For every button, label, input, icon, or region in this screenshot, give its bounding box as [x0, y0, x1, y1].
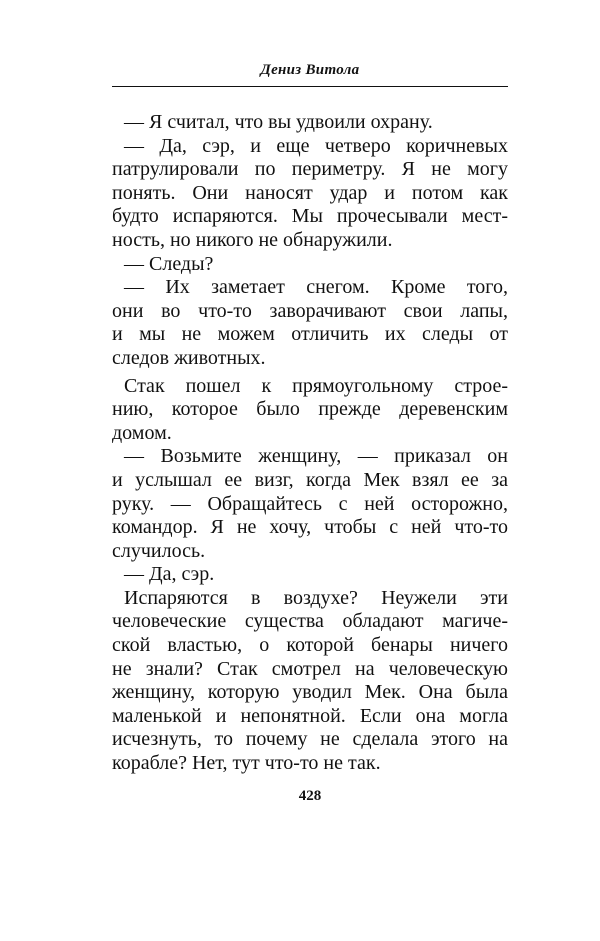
text-line: — Их заметает снегом. Кроме того,	[124, 276, 508, 299]
body-text	[112, 111, 508, 776]
header-rule	[112, 86, 508, 87]
text-line: женщину, которую уводил Мек. Она была	[112, 681, 508, 704]
text-line: — Возьмите женщину, — приказал он	[124, 445, 508, 468]
page-number: 428	[298, 788, 322, 804]
text-line: нию, которое было прежде деревенским	[112, 398, 508, 421]
text-line: — Я считал, что вы удвоили охрану.	[124, 111, 433, 133]
text-line: руку. — Обращайтесь с ней осторожно,	[112, 492, 508, 515]
paragraph-8	[112, 587, 508, 776]
paragraph-4	[112, 276, 508, 370]
paragraph-6	[112, 445, 508, 563]
paragraph-2	[112, 135, 508, 253]
text-line: Стак пошел к прямоугольному строе-	[124, 374, 508, 397]
text-line: будто испаряются. Мы прочесывали мест-	[112, 205, 508, 228]
text-line: и услышал ее визг, когда Мек взял ее за	[112, 468, 508, 491]
text-line: корабле? Нет, тут что-то не так.	[112, 752, 381, 775]
text-line: человеческие существа обладают магиче-	[112, 610, 508, 633]
text-line: ской властью, о которой бенары ничего	[112, 634, 508, 657]
text-line: — Следы?	[124, 252, 214, 275]
text-line: не знали? Стак смотрел на человеческую	[112, 657, 508, 680]
text-line: Испаряются в воздухе? Неужели эти	[124, 586, 508, 609]
text-line: случилось.	[112, 539, 206, 562]
text-line: патрулировали по периметру. Я не могу	[112, 158, 508, 181]
paragraph-1	[112, 111, 508, 135]
text-line: — Да, сэр.	[124, 563, 215, 586]
running-head-author: Дениз Витола	[260, 62, 360, 78]
text-line: и мы не можем отличить их следы от	[112, 323, 508, 346]
book-page	[112, 60, 508, 820]
text-line: они во что-то заворачивают свои лапы,	[112, 299, 508, 322]
paragraph-5	[112, 375, 508, 446]
text-line: ность, но никого не обнаружили.	[112, 228, 393, 251]
text-line: следов животных.	[112, 346, 266, 369]
text-line: понять. Они наносят удар и потом как	[112, 181, 508, 204]
text-line: командор. Я не хочу, чтобы с ней что-то	[112, 516, 508, 539]
text-line: домом.	[112, 421, 172, 444]
paragraph-3	[112, 253, 508, 277]
text-line: исчезнуть, то почему не сделала этого на	[112, 728, 508, 751]
text-line: маленькой и непонятной. Если она могла	[112, 704, 508, 727]
text-line: — Да, сэр, и еще четверо коричневых	[124, 134, 508, 157]
paragraph-7	[112, 563, 508, 587]
